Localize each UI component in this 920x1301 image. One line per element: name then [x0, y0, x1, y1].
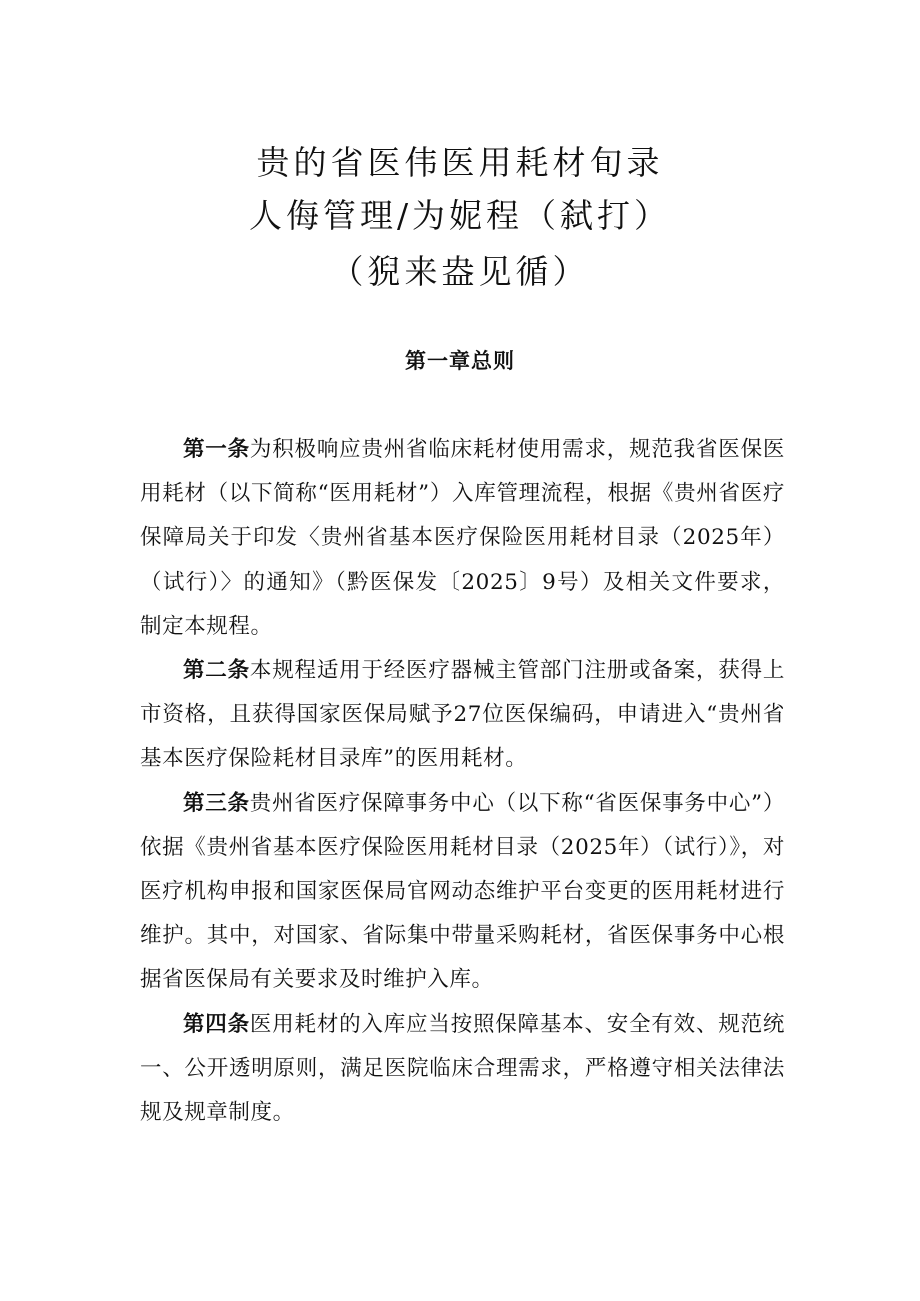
article-4-text: 医用耗材的入库应当按照保障基本、安全有效、规范统一、公开透明原则，满足医院临床合理需求，严格遵守相关法律法规及规章制度。: [140, 1011, 785, 1126]
article-3: [140, 782, 785, 1003]
article-1-label: 第一条: [183, 437, 250, 462]
article-1-text: 为积极响应贵州省临床耗材使用需求，规范我省医保医用耗材（以下简称“医用耗材”）入库管理流程，根据《贵州省医疗保障局关于印发〈贵州省基本医疗保险医用耗材目录（2025年）（试行）〉的通知》（黔医保发〔2025〕9号）及相关文件要求，制定本规程。: [140, 437, 785, 639]
article-4: [140, 1003, 785, 1136]
document-body: [140, 428, 785, 1135]
document-title-line-3: （猊来盎见循）: [330, 252, 590, 291]
article-3-text: 贵州省医疗保障事务中心（以下称“省医保事务中心”）依据《贵州省基本医疗保险医用耗材目录（2025年）（试行）》，对医疗机构申报和国家医保局官网动态维护平台变更的医用耗材进行维护。其中，对国家、省际集中带量采购耗材，省医保事务中心根据省医保局有关要求及时维护入库。: [140, 790, 785, 993]
article-3-label: 第三条: [183, 790, 250, 816]
article-1: [140, 428, 785, 649]
article-2-label: 第二条: [183, 658, 250, 684]
document-title-line-1: 贵的省医伟医用耗材旬录: [256, 143, 664, 182]
article-2-text: 本规程适用于经医疗器械主管部门注册或备案，获得上市资格，且获得国家医保局赋予27位医保编码，申请进入“贵州省基本医疗保险耗材目录库”的医用耗材。: [140, 658, 785, 772]
chapter-heading: 第一章总则: [405, 349, 515, 373]
article-2: [140, 649, 785, 782]
article-4-label: 第四条: [183, 1011, 250, 1037]
document-title-line-2: 人侮管理/为妮程（弑打）: [248, 196, 672, 235]
